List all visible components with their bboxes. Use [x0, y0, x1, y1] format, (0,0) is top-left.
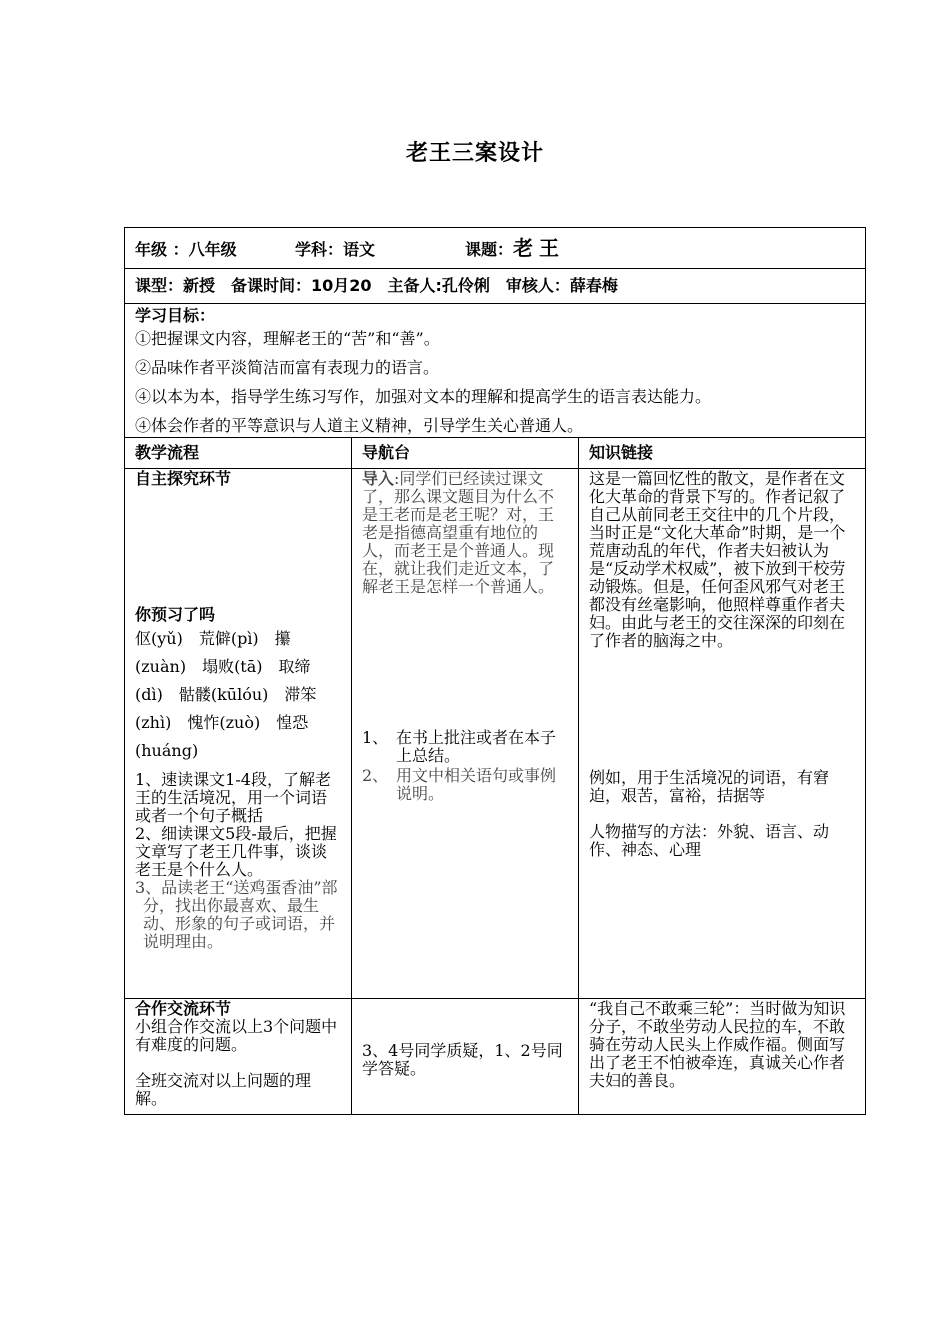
cooperation-title: 合作交流环节: [135, 999, 232, 1018]
objective-item: ④以本为本，指导学生练习写作，加强对文本的理解和提高学生的语言表达能力。: [135, 387, 712, 406]
header-navigation: 导航台: [362, 443, 411, 462]
vocab-list: [135, 625, 341, 765]
background-text: 这是一篇回忆性的散文，是作者在文化大革命的背景下写的。作者记叙了自己从前同老王交往中的几个片段，当时正是“文化大革命”时期，是一个荒唐动乱的年代，作者夫妇被认为是“反动学术权威”，被下放到干校劳动锻炼。但是，任何歪风邪气对老王都没有丝毫影响，他照样尊重作者夫妇。由此与老王的交往深深的印刻在了作者的脑海之中。: [589, 469, 846, 650]
nav-step: 2、 用文中相关语句或事例说明。: [362, 766, 557, 803]
self-study-row: [125, 469, 865, 999]
preview-title: 你预习了吗: [135, 605, 216, 624]
cooperation-nav-text: 3、4号同学质疑，1、2号同学答疑。: [362, 1041, 563, 1078]
objective-item: ②品味作者平淡简洁而富有表现力的语言。: [135, 358, 440, 377]
vocab-line: (dì) 骷髅(kūlóu) 滞笨: [135, 685, 317, 704]
cooperation-text: 小组合作交流以上3个问题中有难度的问题。: [135, 1017, 338, 1054]
vocab-line: (zhì) 愧怍(zuò) 惶恐: [135, 713, 309, 732]
task-item: 1、速读课文1-4段，了解老王的生活境况，用一个词语或者一个句子概括: [135, 770, 331, 825]
cooperation-knowledge-text: “我自己不敢乘三轮”：当时做为知识分子，不敢坐劳动人民拉的车，不敢骑在劳动人民头上作威作福。侧面写出了老王不怕被牵连，真诚关心作者夫妇的善良。: [589, 999, 846, 1090]
task-item: 3、品读老王“送鸡蛋香油”部分，找出你最喜欢、最生动、形象的句子或词语，并说明理由。: [135, 878, 338, 951]
header-knowledge-link: 知识链接: [589, 443, 654, 462]
header-teaching-process: 教学流程: [135, 443, 200, 462]
vocab-example-text: 例如，用于生活境况的词语，有窘迫，艰苦，富裕，拮据等: [589, 768, 830, 805]
vocab-line: (zuàn) 塌败(tā) 取缔: [135, 657, 311, 676]
topic-name: 老王: [513, 236, 566, 260]
cooperation-nav-cell: [352, 999, 578, 1114]
info-row-meta: 课型：新授 备课时间：10月20 主备人:孔伶俐 审核人：薛春梅: [125, 269, 865, 304]
table-header-row: [125, 438, 865, 469]
info-row-grade-subject-topic: [125, 228, 865, 269]
cooperation-knowledge-cell: [579, 999, 865, 1114]
nav-step: 1、 在书上批注或者在本子上总结。: [362, 728, 557, 765]
lesson-plan-table: [124, 227, 866, 1115]
page-title: 老王三案设计: [405, 141, 544, 166]
objective-item: ①把握课文内容，理解老王的“苦”和“善”。: [135, 329, 440, 348]
description-method-text: 人物描写的方法：外貌、语言、动作、神态、心理: [589, 822, 830, 859]
vocab-line: 伛(yǔ) 荒僻(pì) 攥: [135, 629, 291, 648]
self-study-title: 自主探究环节: [135, 469, 232, 488]
task-item: 2、细读课文5段-最后，把握文章写了老王几件事，谈谈老王是个什么人。: [135, 824, 337, 879]
cooperation-row: [125, 999, 865, 1114]
objectives-section: [125, 304, 865, 438]
navigation-cell: [352, 469, 578, 998]
intro-text: :同学们已经读过课文了，那么课文题目为什么不是王老而是老王呢？对，王老是指德高望重有地位的人，而老王是个普通人。现在，就让我们走近文本，了解老王是怎样一个普通人。: [362, 469, 555, 596]
grade-label: 年级 ：八年级: [135, 240, 237, 259]
class-discussion-text: 全班交流对以上问题的理解。: [135, 1071, 312, 1108]
topic-label: 课题：: [465, 240, 514, 259]
intro-label: 导入: [362, 469, 395, 488]
nav-steps: [362, 729, 568, 803]
vocab-line: (huáng): [135, 741, 199, 760]
self-study-cell: [125, 469, 351, 998]
knowledge-cell: [579, 469, 865, 998]
cooperation-cell: [125, 999, 351, 1114]
objectives-heading: 学习目标：: [135, 306, 216, 325]
subject-label: 学科：语文: [295, 240, 376, 259]
objective-item: ④体会作者的平等意识与人道主义精神，引导学生关心普通人。: [135, 416, 584, 435]
